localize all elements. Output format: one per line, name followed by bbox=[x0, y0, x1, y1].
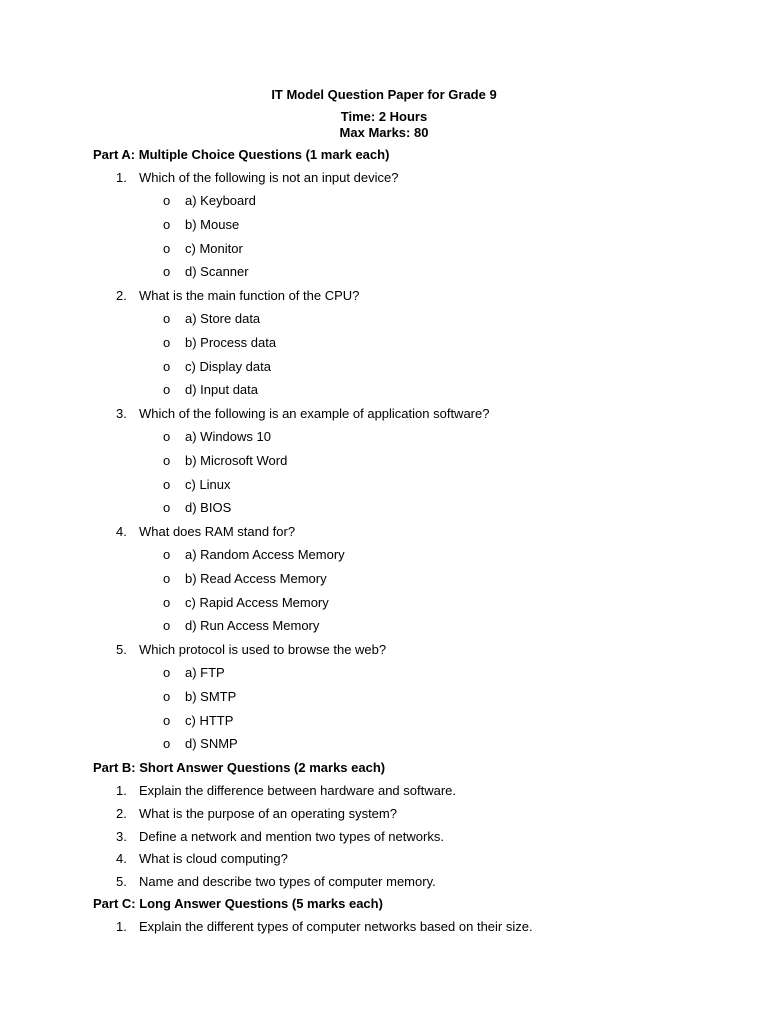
part-c-heading: Part C: Long Answer Questions (5 marks each) bbox=[93, 896, 383, 911]
option-bullet: o bbox=[163, 547, 171, 562]
question-text: What is the purpose of an operating system? bbox=[139, 806, 397, 821]
question-number: 3. bbox=[116, 829, 127, 844]
option-text: d) SNMP bbox=[185, 736, 238, 751]
question-number: 2. bbox=[116, 806, 127, 821]
option-bullet: o bbox=[163, 477, 171, 492]
option-text: c) Rapid Access Memory bbox=[185, 595, 329, 610]
option-bullet: o bbox=[163, 618, 171, 633]
option-bullet: o bbox=[163, 689, 171, 704]
option-text: c) HTTP bbox=[185, 713, 234, 728]
question-number: 5. bbox=[116, 642, 127, 657]
question-text: Which protocol is used to browse the web? bbox=[139, 642, 387, 657]
question-number: 4. bbox=[116, 524, 127, 539]
option-text: b) Mouse bbox=[185, 217, 240, 232]
option-bullet: o bbox=[163, 736, 171, 751]
question-number: 3. bbox=[116, 406, 127, 421]
question-text: What is the main function of the CPU? bbox=[139, 288, 360, 303]
document-title: IT Model Question Paper for Grade 9 bbox=[271, 87, 497, 102]
option-text: c) Display data bbox=[185, 359, 271, 374]
option-bullet: o bbox=[163, 429, 171, 444]
question-number: 1. bbox=[116, 170, 127, 185]
option-text: b) Microsoft Word bbox=[185, 453, 288, 468]
option-text: c) Monitor bbox=[185, 241, 243, 256]
option-text: b) Read Access Memory bbox=[185, 571, 327, 586]
question-text: What is cloud computing? bbox=[139, 851, 288, 866]
question-text: Name and describe two types of computer memory. bbox=[139, 874, 436, 889]
option-text: b) SMTP bbox=[185, 689, 237, 704]
question-number: 1. bbox=[116, 919, 127, 934]
option-text: d) Scanner bbox=[185, 264, 249, 279]
max-marks-line: Max Marks: 80 bbox=[339, 125, 429, 140]
option-text: a) Keyboard bbox=[185, 193, 256, 208]
option-bullet: o bbox=[163, 453, 171, 468]
option-text: c) Linux bbox=[185, 477, 231, 492]
option-bullet: o bbox=[163, 500, 171, 515]
option-bullet: o bbox=[163, 335, 171, 350]
option-text: a) Store data bbox=[185, 311, 261, 326]
question-number: 5. bbox=[116, 874, 127, 889]
option-text: a) FTP bbox=[185, 665, 225, 680]
option-text: a) Windows 10 bbox=[185, 429, 271, 444]
option-bullet: o bbox=[163, 264, 171, 279]
question-number: 4. bbox=[116, 851, 127, 866]
question-text: Define a network and mention two types of networks. bbox=[139, 829, 444, 844]
option-bullet: o bbox=[163, 359, 171, 374]
option-text: b) Process data bbox=[185, 335, 277, 350]
question-number: 1. bbox=[116, 783, 127, 798]
part-a-heading: Part A: Multiple Choice Questions (1 mark each) bbox=[93, 147, 390, 162]
question-text: Which of the following is not an input device? bbox=[139, 170, 399, 185]
option-bullet: o bbox=[163, 382, 171, 397]
option-text: d) Input data bbox=[185, 382, 258, 397]
option-bullet: o bbox=[163, 665, 171, 680]
option-text: d) Run Access Memory bbox=[185, 618, 320, 633]
question-number: 2. bbox=[116, 288, 127, 303]
option-bullet: o bbox=[163, 571, 171, 586]
option-bullet: o bbox=[163, 713, 171, 728]
option-text: d) BIOS bbox=[185, 500, 232, 515]
question-text: Explain the different types of computer networks based on their size. bbox=[139, 919, 533, 934]
question-text: What does RAM stand for? bbox=[139, 524, 296, 539]
option-text: a) Random Access Memory bbox=[185, 547, 345, 562]
part-b-heading: Part B: Short Answer Questions (2 marks each) bbox=[93, 760, 386, 775]
option-bullet: o bbox=[163, 241, 171, 256]
option-bullet: o bbox=[163, 311, 171, 326]
time-line: Time: 2 Hours bbox=[340, 109, 428, 124]
option-bullet: o bbox=[163, 217, 171, 232]
option-bullet: o bbox=[163, 595, 171, 610]
question-text: Which of the following is an example of application software? bbox=[139, 406, 490, 421]
option-bullet: o bbox=[163, 193, 171, 208]
question-text: Explain the difference between hardware and software. bbox=[139, 783, 457, 798]
